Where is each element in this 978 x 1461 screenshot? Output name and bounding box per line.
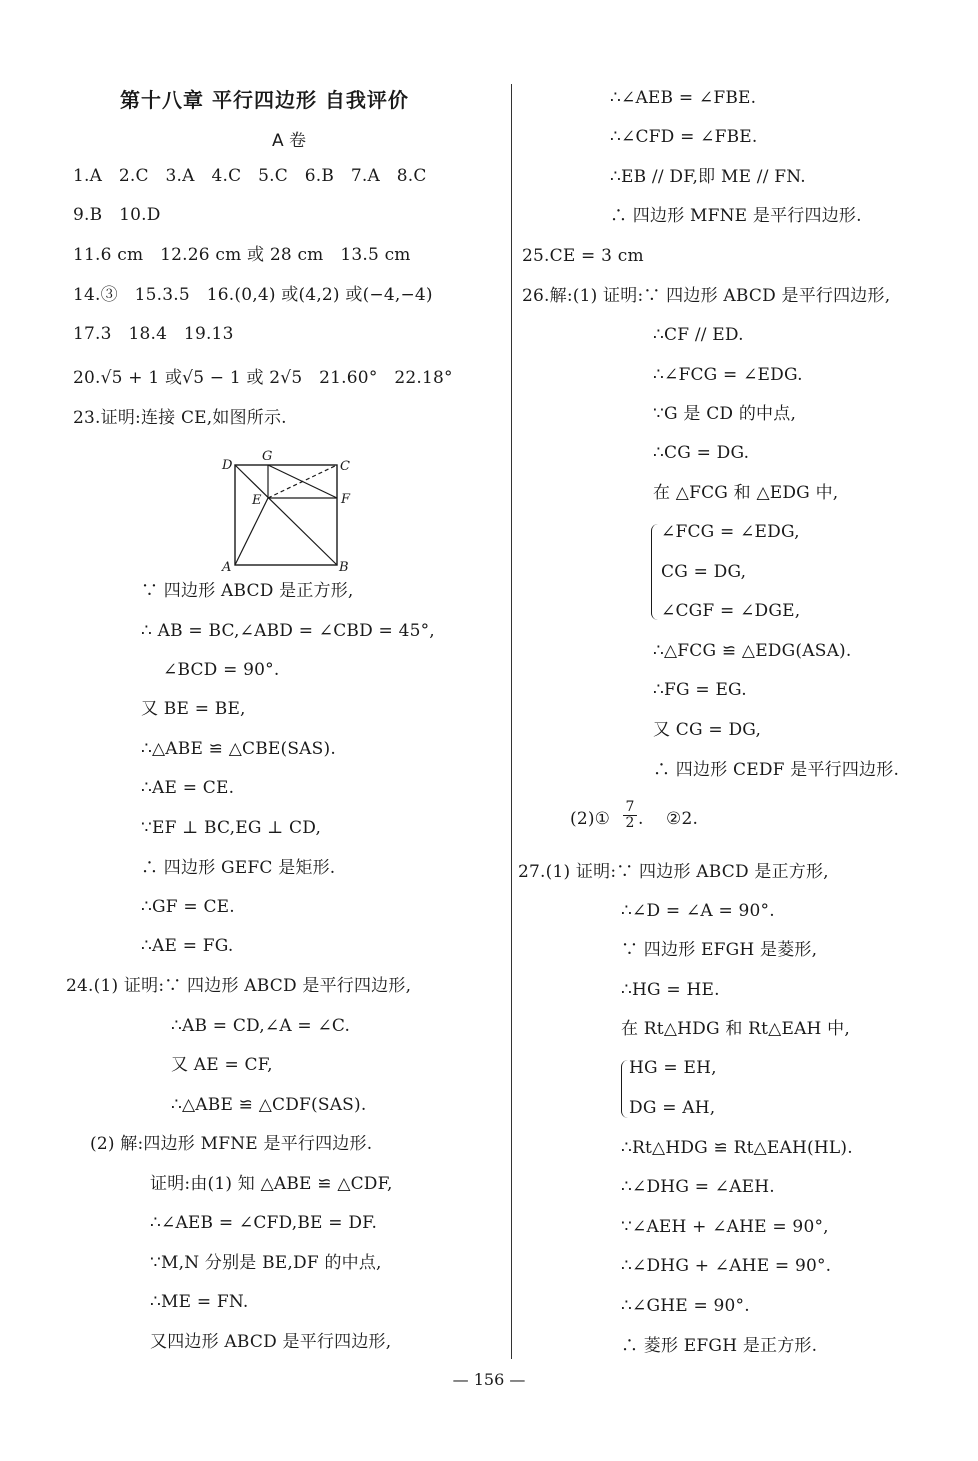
fraction-numerator: 7 (623, 800, 637, 816)
figure-label-c: C (340, 459, 350, 474)
answer-line: 20.√5 + 1 或√5 − 1 或 2√5 21.60° 22.18° (73, 368, 453, 388)
fraction-denominator: 2 (625, 815, 635, 831)
proof-line: ∴ 四边形 GEFC 是矩形. (141, 858, 336, 878)
proof-line: ∴ME = FN. (150, 1292, 249, 1312)
proof-line: DG = AH, (629, 1098, 716, 1118)
proof-line: ∴Rt△HDG ≌ Rt△EAH(HL). (621, 1138, 853, 1158)
proof-line: ∴ 四边形 MFNE 是平行四边形. (610, 206, 862, 226)
proof-line: ∴CF // ED. (653, 325, 744, 345)
proof-line: ∵ 四边形 ABCD 是正方形, (141, 581, 354, 601)
proof-line: (2)① (570, 809, 611, 829)
figure-label-b: B (339, 560, 349, 575)
proof-line: 又 CG = DG, (653, 720, 762, 740)
answer-line: 25.CE = 3 cm (522, 246, 644, 266)
brace (621, 1060, 628, 1118)
proof-line: ∴∠DHG + ∠AHE = 90°. (621, 1256, 832, 1276)
proof-line: 又四边形 ABCD 是平行四边形, (150, 1332, 392, 1352)
proof-line: ∠FCG = ∠EDG, (661, 522, 800, 542)
proof-line: ∴△FCG ≌ △EDG(ASA). (653, 641, 852, 661)
proof-line: ∵G 是 CD 的中点, (653, 404, 797, 424)
proof-line: ∴△ABE ≌ △CDF(SAS). (171, 1095, 367, 1115)
proof-line: ∴∠CFD = ∠FBE. (610, 127, 758, 147)
proof-line: ∴△ABE ≌ △CBE(SAS). (141, 739, 336, 759)
column-divider (511, 84, 512, 1359)
answer-line: 9.B 10.D (73, 205, 161, 225)
proof-line: 27.(1) 证明:∵ 四边形 ABCD 是正方形, (518, 862, 829, 882)
proof-line: ∴ 菱形 EFGH 是正方形. (621, 1336, 818, 1356)
section-subtitle: A 卷 (272, 131, 307, 151)
figure-label-f: F (341, 492, 351, 507)
answer-line: 17.3 18.4 19.13 (73, 324, 234, 344)
proof-line: ∴∠FCG = ∠EDG. (653, 365, 803, 385)
proof-line: ∠BCD = 90°. (163, 660, 280, 680)
brace (651, 524, 658, 620)
figure-label-d: D (222, 458, 233, 473)
proof-line: ∵M,N 分别是 BE,DF 的中点, (150, 1253, 382, 1273)
answer-line: 1.A 2.C 3.A 4.C 5.C 6.B 7.A 8.C (73, 166, 427, 186)
proof-line: 26.解:(1) 证明:∵ 四边形 ABCD 是平行四边形, (522, 286, 891, 306)
square-figure (216, 446, 356, 576)
fraction (623, 800, 637, 831)
proof-line: ∠CGF = ∠DGE, (661, 601, 801, 621)
proof-line: ∴HG = HE. (621, 980, 720, 1000)
proof-line: ∴∠GHE = 90°. (621, 1296, 750, 1316)
proof-line: ∴AE = CE. (141, 778, 235, 798)
figure-label-e: E (252, 493, 262, 508)
page-title: 第十八章 平行四边形 自我评价 (120, 88, 409, 112)
answer-line: 14.③ 15.3.5 16.(0,4) 或(4,2) 或(−4,−4) (73, 285, 433, 305)
figure-label-g: G (262, 449, 273, 464)
proof-line: ∵EF ⊥ BC,EG ⊥ CD, (141, 818, 322, 838)
answer-line: 11.6 cm 12.26 cm 或 28 cm 13.5 cm (73, 245, 411, 265)
proof-line: ∴GF = CE. (141, 897, 235, 917)
proof-line: HG = EH, (629, 1058, 717, 1078)
proof-line: ∴∠DHG = ∠AEH. (621, 1177, 775, 1197)
proof-line: ∵ 四边形 EFGH 是菱形, (621, 940, 818, 960)
proof-line: 又 AE = CF, (171, 1055, 273, 1075)
proof-line: ∴ AB = BC,∠ABD = ∠CBD = 45°, (141, 621, 435, 641)
proof-line: . ②2. (638, 809, 699, 829)
proof-line: ∴∠D = ∠A = 90°. (621, 901, 775, 921)
answer-line: 23.证明:连接 CE,如图所示. (73, 408, 287, 428)
proof-line: ∴CG = DG. (653, 443, 750, 463)
proof-line: 在 Rt△HDG 和 Rt△EAH 中, (621, 1019, 850, 1039)
proof-line: (2) 解:四边形 MFNE 是平行四边形. (90, 1134, 373, 1154)
proof-line: 在 △FCG 和 △EDG 中, (653, 483, 839, 503)
proof-line: ∴∠AEB = ∠CFD,BE = DF. (150, 1213, 378, 1233)
proof-line: CG = DG, (661, 562, 747, 582)
proof-line: 证明:由(1) 知 △ABE ≌ △CDF, (150, 1174, 393, 1194)
proof-line: ∴FG = EG. (653, 680, 747, 700)
proof-line: 又 BE = BE, (141, 699, 246, 719)
proof-line: 24.(1) 证明:∵ 四边形 ABCD 是平行四边形, (66, 976, 412, 996)
proof-line: ∴EB // DF,即 ME // FN. (610, 167, 806, 187)
proof-line: ∵∠AEH + ∠AHE = 90°, (621, 1217, 829, 1237)
proof-line: ∴∠AEB = ∠FBE. (610, 88, 757, 108)
proof-line: ∴AE = FG. (141, 936, 234, 956)
page-number: — 156 — (452, 1370, 526, 1389)
figure-label-a: A (222, 560, 232, 575)
proof-line: ∴ 四边形 CEDF 是平行四边形. (653, 760, 900, 780)
proof-line: ∴AB = CD,∠A = ∠C. (171, 1016, 351, 1036)
